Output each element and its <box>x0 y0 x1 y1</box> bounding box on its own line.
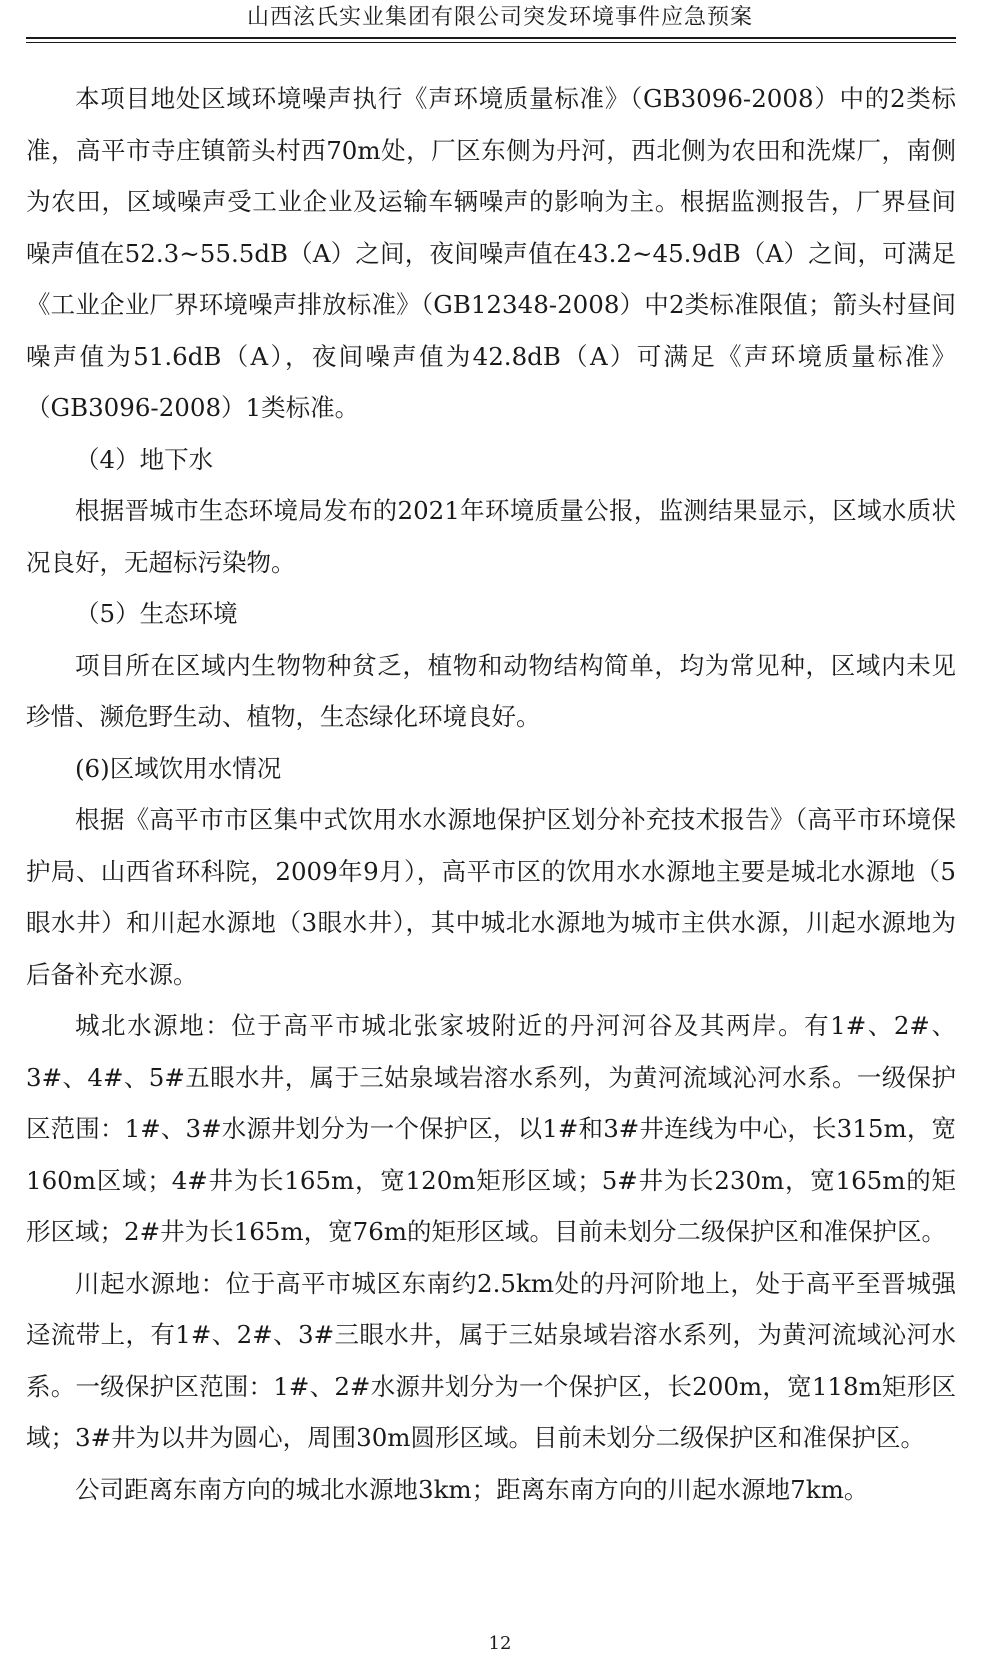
section-heading-groundwater: （4）地下水 <box>75 444 214 474</box>
document-body <box>26 73 956 1515</box>
paragraph-groundwater: 根据晋城市生态环境局发布的2021年环境质量公报，监测结果显示，区域水质状况良好，无超标污染物。 <box>26 496 956 577</box>
paragraph-distance: 公司距离东南方向的城北水源地3km；距离东南方向的川起水源地7km。 <box>75 1474 869 1504</box>
paragraph-ecology: 项目所在区域内生物物种贫乏，植物和动物结构简单，均为常见种，区域内未见珍惜、濒危野生动、植物，生态绿化环境良好。 <box>26 650 956 731</box>
section-heading-drinking-water: (6)区域饮用水情况 <box>75 753 282 783</box>
page-number: 12 <box>488 1633 512 1654</box>
paragraph-noise: 本项目地处区域环境噪声执行《声环境质量标准》（GB3096-2008）中的2类标准，高平市寺庄镇箭头村西70m处，厂区东侧为丹河，西北侧为农田和洗煤厂，南侧为农田，区域噪声受工业企业及运输车辆噪声的影响为主。根据监测报告，厂界昼间噪声值在52.3~55.5dB（A）之间，夜间噪声值在43.2~45.9dB（A）之间，可满足《工业企业厂界环境噪声排放标准》（GB12348-2008）中2类标准限值；箭头村昼间噪声值为51.6dB（A），夜间噪声值为42.8dB（A）可满足《声环境质量标准》（GB3096-2008）1类标准。 <box>26 84 956 422</box>
section-heading-ecology: （5）生态环境 <box>75 599 238 628</box>
header-divider-thin <box>26 42 956 43</box>
paragraph-drinking-water: 根据《高平市市区集中式饮用水水源地保护区划分补充技术报告》（高平市环境保护局、山西省环科院，2009年9月），高平市区的饮用水水源地主要是城北水源地（5眼水井）和川起水源地（3眼水井），其中城北水源地为城市主供水源，川起水源地为后备补充水源。 <box>26 805 956 989</box>
paragraph-chengbei-source: 城北水源地：位于高平市城北张家坡附近的丹河河谷及其两岸。有1#、2#、3#、4#、5#五眼水井，属于三姑泉域岩溶水系列，为黄河流域沁河水系。一级保护区范围：1#、3#水源井划分为一个保护区，以1#和3#井连线为中心，长315m，宽160m区域；4#井为长165m，宽120m矩形区域；5#井为长230m，宽165m的矩形区域；2#井为长165m，宽76m的矩形区域。目前未划分二级保护区和准保护区。 <box>26 1011 956 1246</box>
page-header-title: 山西泫氏实业集团有限公司突发环境事件应急预案 <box>246 5 753 30</box>
paragraph-chuanqi-source: 川起水源地：位于高平市城区东南约2.5km处的丹河阶地上，处于高平至晋城强迳流带上，有1#、2#、3#三眼水井，属于三姑泉域岩溶水系列，为黄河流域沁河水系。一级保护区范围：1#、2#水源井划分为一个保护区，长200m，宽118m矩形区域；3#井为以井为圆心，周围30m圆形区域。目前未划分二级保护区和准保护区。 <box>26 1268 956 1452</box>
header-divider-thick <box>26 37 956 39</box>
